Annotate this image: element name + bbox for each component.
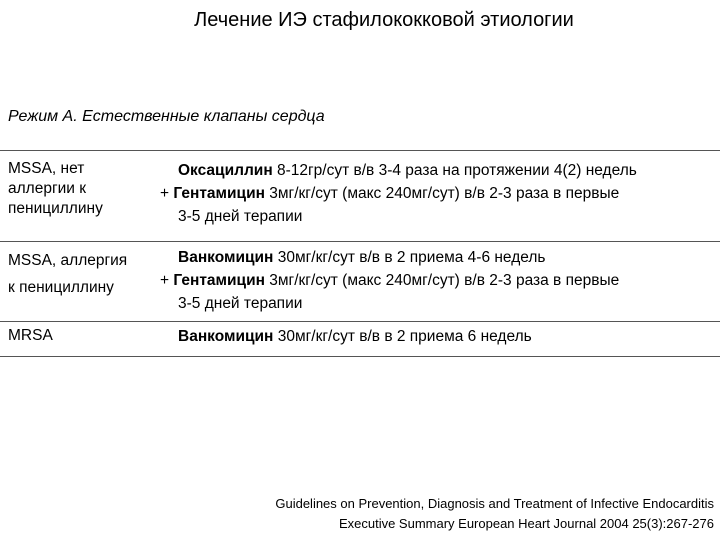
therapy-line-combination (160, 269, 720, 292)
therapy-line-duration: 3-5 дней терапии (178, 295, 303, 312)
drug-dose: 30мг/кг/сут в/в в 2 приема 6 недель (273, 328, 532, 345)
drug-name-vancomycin: Ванкомицин (178, 249, 274, 266)
row-divider (0, 241, 720, 242)
therapy-line-combination (160, 182, 720, 205)
row-label-line: пенициллину (8, 200, 103, 217)
drug-dose: 3мг/кг/сут (макс 240мг/сут) в/в 2-3 раза в первые (264, 272, 620, 289)
therapy-cell (160, 159, 720, 228)
reference-line: Executive Summary European Heart Journal 2004 25(3):267-276 (338, 516, 714, 531)
plus-sign: + (160, 272, 174, 289)
therapy-line-primary (160, 159, 720, 182)
drug-name-gentamicin: Гентамицин (173, 272, 265, 289)
row-label (8, 247, 158, 301)
drug-name-vancomycin: Ванкомицин (178, 328, 274, 345)
table-row-mrsa (0, 325, 720, 355)
row-label-line: MSSA, нет (8, 160, 85, 177)
row-divider (0, 321, 720, 322)
reference-line: Guidelines on Prevention, Diagnosis and Treatment of Infective Endocarditis (275, 496, 714, 511)
row-label-line: MSSA, аллергия (8, 252, 128, 269)
plus-sign: + (160, 185, 174, 202)
row-label (8, 326, 158, 346)
drug-name-gentamicin: Гентамицин (173, 185, 265, 202)
page-title: Лечение ИЭ стафилококковой этиологии (194, 9, 574, 31)
row-label-line: аллергии к (8, 180, 87, 197)
regimen-subtitle: Режим А. Естественные клапаны сердца (8, 108, 325, 125)
therapy-line-duration: 3-5 дней терапии (178, 208, 303, 225)
row-label-line: к пенициллину (8, 279, 114, 296)
row-label (8, 159, 158, 219)
drug-name-oxacillin: Оксациллин (178, 162, 273, 179)
reference-citation (275, 494, 714, 534)
therapy-cell (160, 246, 720, 315)
table-bottom-divider (0, 356, 720, 357)
therapy-line-primary (160, 325, 720, 348)
table-top-divider (0, 150, 720, 151)
row-label-line: MRSA (8, 327, 53, 344)
table-row-mssa-no-allergy (0, 159, 720, 239)
table-row-mssa-allergy (0, 246, 720, 318)
drug-dose: 8-12гр/сут в/в 3-4 раза на протяжении 4(2) недель (272, 162, 637, 179)
drug-dose: 30мг/кг/сут в/в в 2 приема 4-6 недель (273, 249, 546, 266)
therapy-cell (160, 325, 720, 348)
therapy-line-primary (160, 246, 720, 269)
drug-dose: 3мг/кг/сут (макс 240мг/сут) в/в 2-3 раза в первые (264, 185, 620, 202)
